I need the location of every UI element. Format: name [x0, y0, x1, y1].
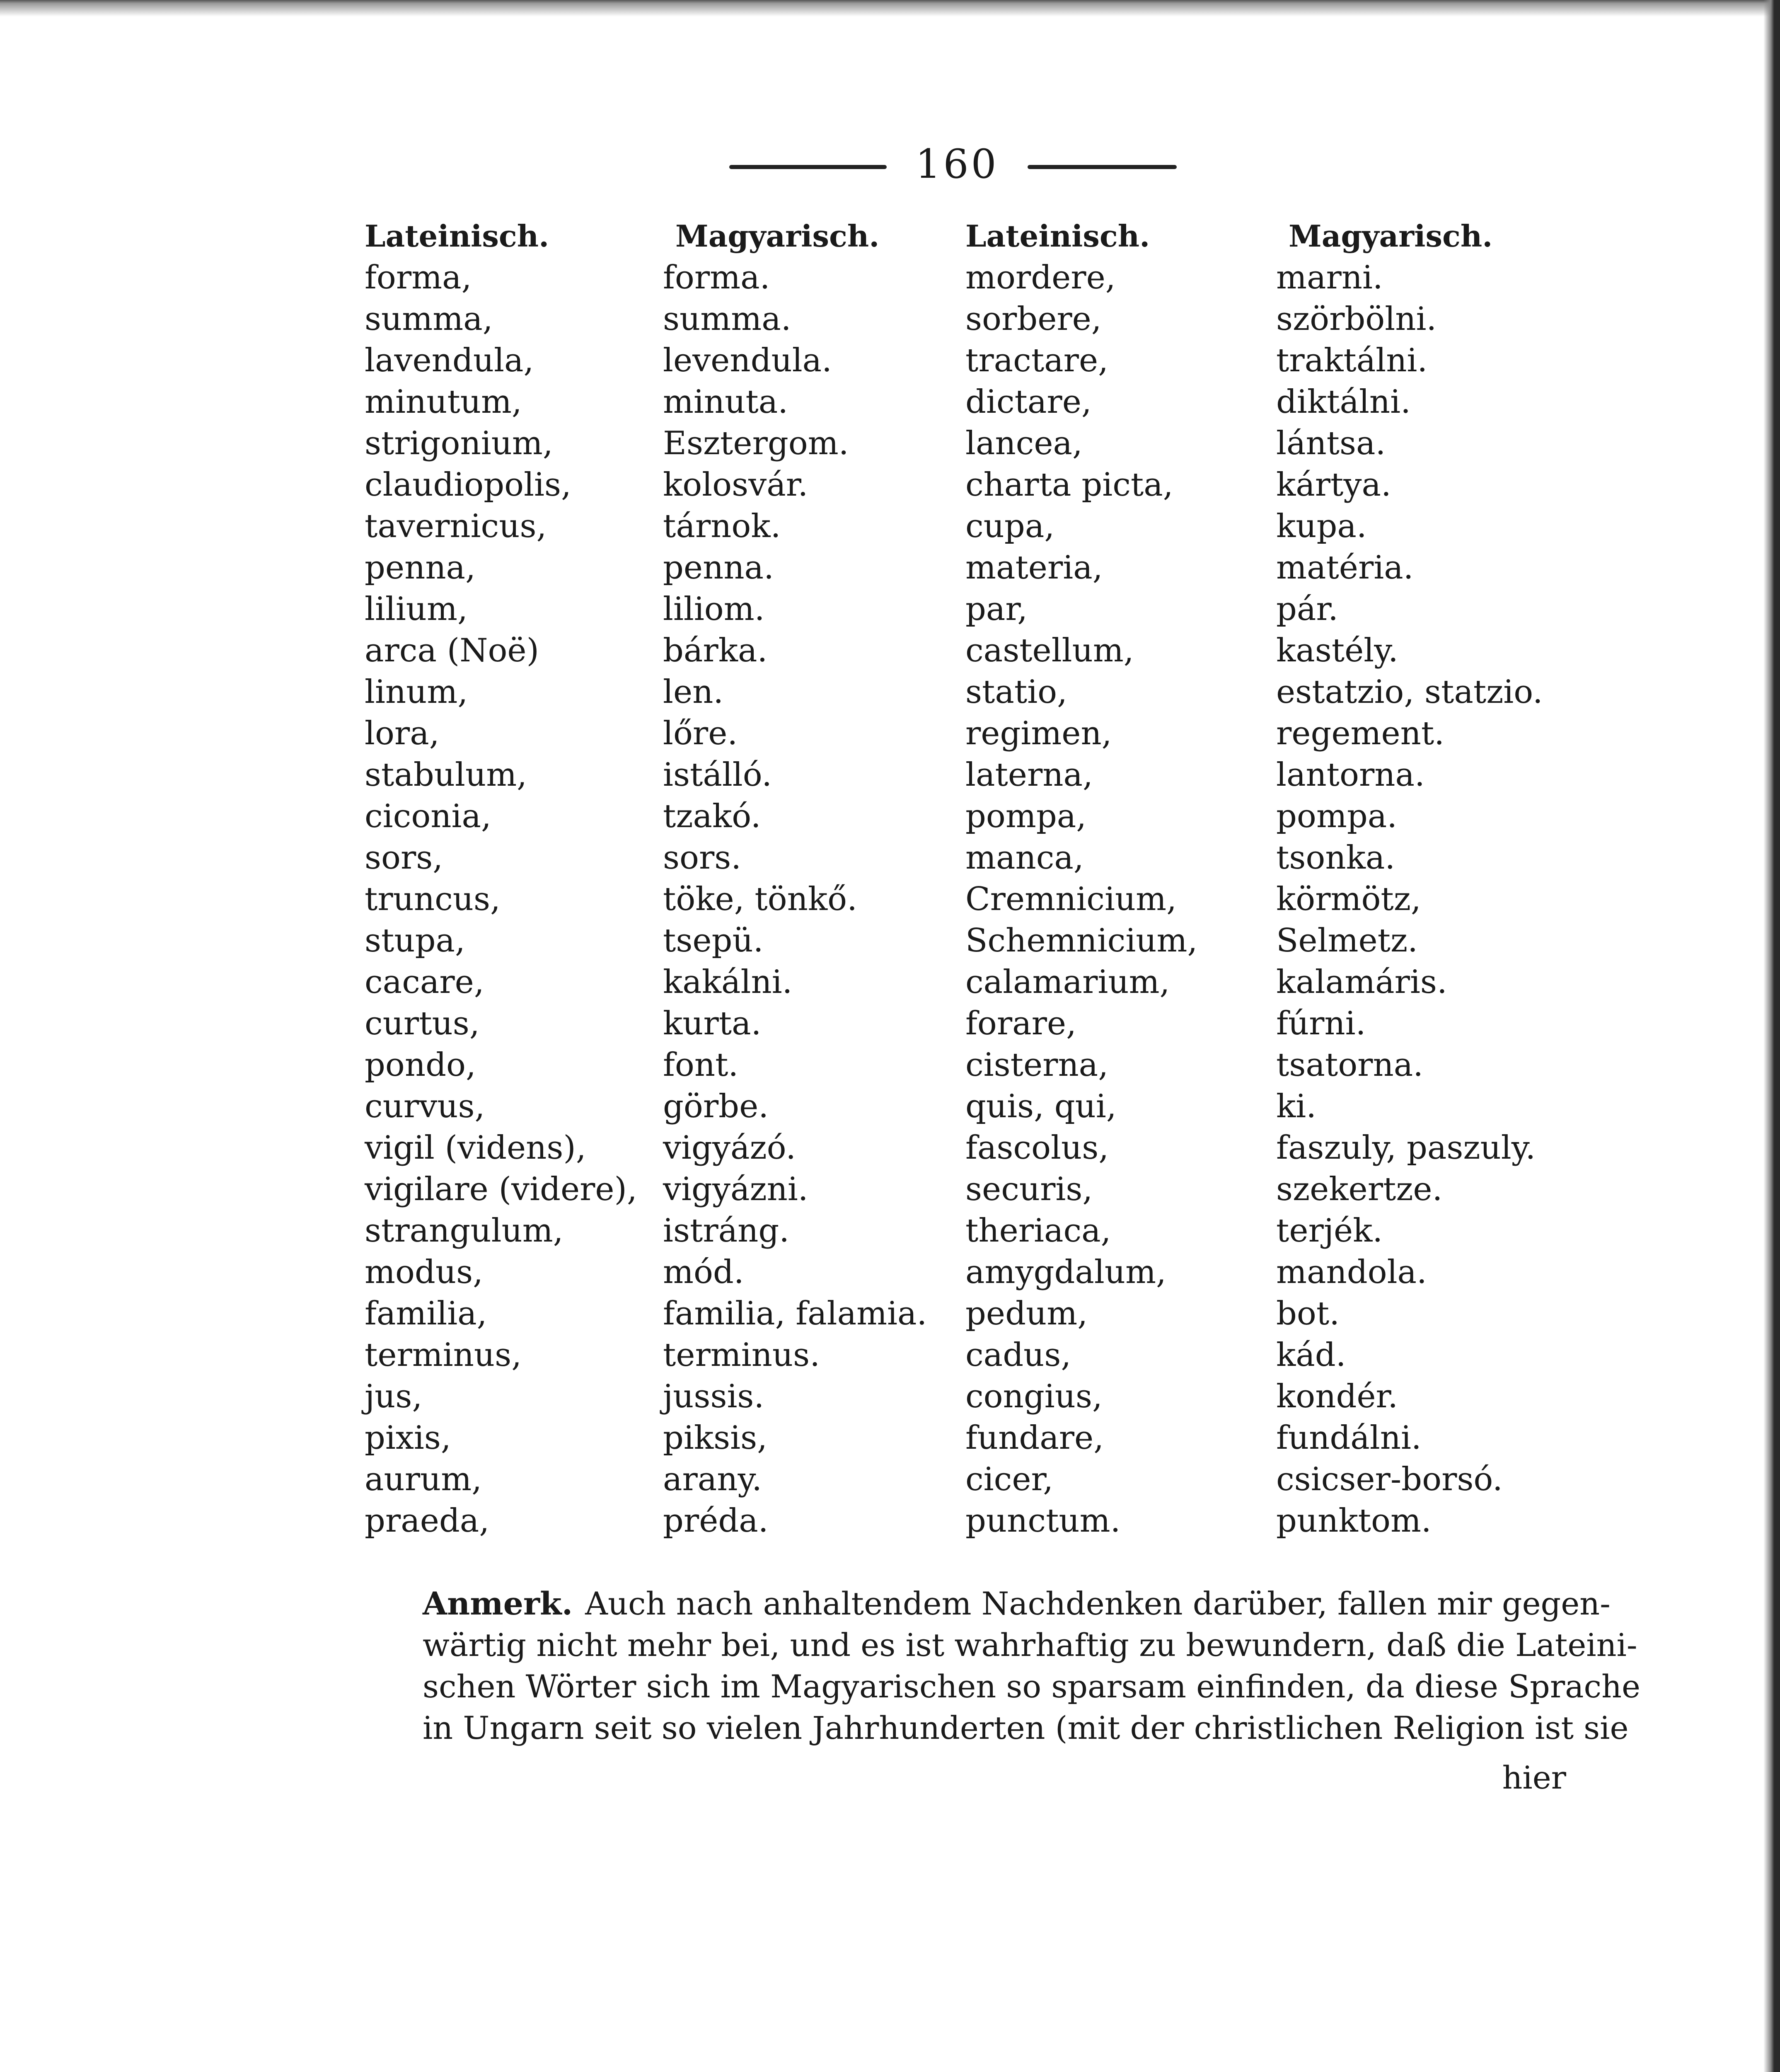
- word-entry: szekertze.: [1276, 1171, 1443, 1208]
- word-entry: arany.: [663, 1461, 762, 1498]
- word-entry: cicer,: [965, 1461, 1053, 1498]
- word-entry: truncus,: [365, 881, 501, 918]
- word-entry: congius,: [965, 1378, 1103, 1415]
- word-entry: strangulum,: [365, 1212, 564, 1249]
- word-entry: materia,: [965, 549, 1103, 586]
- word-entry: amygdalum,: [965, 1254, 1166, 1291]
- word-entry: ki.: [1276, 1088, 1317, 1125]
- word-entry: minutum,: [365, 383, 522, 421]
- note-line: in Ungarn seit so vielen Jahrhunderten (mit der christlichen Religion ist sie: [423, 1709, 1629, 1746]
- word-entry: arca (Noë): [365, 632, 539, 669]
- word-entry: manca,: [965, 839, 1084, 876]
- word-entry: mandola.: [1276, 1254, 1427, 1291]
- column-magyar-1: [663, 215, 961, 1542]
- column-header: Magyarisch.: [1289, 218, 1493, 254]
- word-entry: matéria.: [1276, 549, 1414, 586]
- word-entry: piksis,: [663, 1419, 767, 1457]
- word-entry: familia, falamia.: [663, 1295, 927, 1332]
- scan-edge-top: [0, 0, 1780, 17]
- word-entry: görbe.: [663, 1088, 769, 1125]
- word-entry: pondo,: [365, 1046, 476, 1084]
- word-entry: familia,: [365, 1295, 487, 1332]
- word-entry: charta picta,: [965, 466, 1173, 503]
- word-entry: traktálni.: [1276, 342, 1428, 379]
- word-entry: lavendula,: [365, 342, 534, 379]
- word-entry: mordere,: [965, 259, 1116, 296]
- catchword: hier: [1502, 1759, 1566, 1796]
- word-entry: töke, tönkő.: [663, 881, 857, 918]
- word-entry: tárnok.: [663, 508, 781, 545]
- word-entry: calamarium,: [965, 963, 1170, 1001]
- word-entry: istálló.: [663, 756, 772, 794]
- word-entry: punktom.: [1276, 1502, 1432, 1539]
- word-entry: modus,: [365, 1254, 483, 1291]
- word-entry: Schemnicium,: [965, 922, 1198, 959]
- word-entry: cisterna,: [965, 1046, 1108, 1084]
- word-entry: tzakó.: [663, 798, 761, 835]
- word-entry: font.: [663, 1046, 739, 1084]
- word-entry: tsepü.: [663, 922, 764, 959]
- word-entry: pompa,: [965, 798, 1087, 835]
- word-entry: kupa.: [1276, 508, 1367, 545]
- page-number: 160: [915, 141, 999, 187]
- word-entry: istráng.: [663, 1212, 790, 1249]
- page-header: [729, 141, 1177, 191]
- word-entry: fascolus,: [965, 1129, 1109, 1167]
- header-rule-right: [1028, 165, 1177, 169]
- word-entry: len.: [663, 673, 724, 711]
- column-magyar-2: [1276, 215, 1574, 1542]
- word-entry: claudiopolis,: [365, 466, 571, 503]
- word-entry: curtus,: [365, 1005, 480, 1042]
- word-entry: fundare,: [965, 1419, 1104, 1457]
- word-entry: marni.: [1276, 259, 1383, 296]
- word-entry: par,: [965, 591, 1028, 628]
- word-entry: cadus,: [965, 1336, 1071, 1374]
- annotation-note: [423, 1583, 1640, 1749]
- word-entry: summa.: [663, 300, 791, 338]
- word-entry: vigil (videns),: [365, 1129, 586, 1167]
- word-entry: bot.: [1276, 1295, 1340, 1332]
- word-entry: kártya.: [1276, 466, 1391, 503]
- word-entry: securis,: [965, 1171, 1093, 1208]
- word-entry: préda.: [663, 1502, 769, 1539]
- word-entry: pixis,: [365, 1419, 451, 1457]
- word-entry: tractare,: [965, 342, 1108, 379]
- column-latin-1: [365, 215, 663, 1542]
- word-entry: tsonka.: [1276, 839, 1395, 876]
- note-label: Anmerk.: [423, 1585, 573, 1622]
- word-entry: mód.: [663, 1254, 744, 1291]
- word-entry: laterna,: [965, 756, 1093, 794]
- word-entry: lántsa.: [1276, 425, 1386, 462]
- word-entry: estatzio, statzio.: [1276, 673, 1543, 711]
- word-entry: pár.: [1276, 591, 1338, 628]
- word-entry: kastély.: [1276, 632, 1398, 669]
- word-entry: kondér.: [1276, 1378, 1398, 1415]
- word-entry: stupa,: [365, 922, 465, 959]
- word-entry: terminus,: [365, 1336, 522, 1374]
- word-entry: forma.: [663, 259, 770, 296]
- note-line: [423, 1583, 1611, 1624]
- note-line-text: Auch nach anhaltendem Nachdenken darüber, fallen mir gegen-: [585, 1585, 1611, 1622]
- word-entry: diktálni.: [1276, 383, 1411, 421]
- word-entry: kalamáris.: [1276, 963, 1447, 1001]
- scan-edge-right: [1763, 0, 1780, 2072]
- word-entry: vigyázni.: [663, 1171, 808, 1208]
- word-entry: fundálni.: [1276, 1419, 1422, 1457]
- word-entry: linum,: [365, 673, 468, 711]
- word-entry: körmötz,: [1276, 881, 1421, 918]
- word-entry: csicser-borsó.: [1276, 1461, 1503, 1498]
- word-entry: Selmetz.: [1276, 922, 1418, 959]
- word-entry: theriaca,: [965, 1212, 1111, 1249]
- word-entry: pedum,: [965, 1295, 1088, 1332]
- word-entry: liliom.: [663, 591, 765, 628]
- word-entry: ciconia,: [365, 798, 491, 835]
- word-entry: kolosvár.: [663, 466, 808, 503]
- word-entry: vigyázó.: [663, 1129, 796, 1167]
- word-entry: dictare,: [965, 383, 1092, 421]
- word-entry: szörbölni.: [1276, 300, 1437, 338]
- word-entry: sorbere,: [965, 300, 1102, 338]
- word-entry: sors,: [365, 839, 443, 876]
- word-entry: lőre.: [663, 715, 738, 752]
- word-entry: penna,: [365, 549, 476, 586]
- word-entry: statio,: [965, 673, 1067, 711]
- word-entry: castellum,: [965, 632, 1134, 669]
- column-header: Lateinisch.: [365, 218, 549, 254]
- word-entry: regement.: [1276, 715, 1445, 752]
- word-entry: punctum.: [965, 1502, 1121, 1539]
- word-entry: vigilare (videre),: [365, 1171, 637, 1208]
- word-entry: tsatorna.: [1276, 1046, 1423, 1084]
- word-entry: jus,: [365, 1378, 423, 1415]
- word-entry: regimen,: [965, 715, 1112, 752]
- word-entry: curvus,: [365, 1088, 485, 1125]
- word-entry: stabulum,: [365, 756, 527, 794]
- word-entry: lantorna.: [1276, 756, 1425, 794]
- word-entry: praeda,: [365, 1502, 490, 1539]
- word-entry: levendula.: [663, 342, 832, 379]
- word-entry: sors.: [663, 839, 742, 876]
- header-rule-left: [729, 165, 887, 169]
- word-entry: fúrni.: [1276, 1005, 1366, 1042]
- word-entry: bárka.: [663, 632, 768, 669]
- word-entry: penna.: [663, 549, 774, 586]
- word-entry: terminus.: [663, 1336, 820, 1374]
- word-entry: kakálni.: [663, 963, 793, 1001]
- note-line: wärtig nicht mehr bei, und es ist wahrhaftig zu bewundern, daß die Lateini-: [423, 1627, 1637, 1663]
- word-entry: cupa,: [965, 508, 1055, 545]
- note-line: schen Wörter sich im Magyarischen so sparsam einfinden, da diese Sprache: [423, 1668, 1640, 1705]
- word-entry: tavernicus,: [365, 508, 547, 545]
- word-entry: jussis.: [663, 1378, 764, 1415]
- word-entry: aurum,: [365, 1461, 482, 1498]
- word-entry: summa,: [365, 300, 493, 338]
- word-entry: kád.: [1276, 1336, 1346, 1374]
- column-latin-2: [965, 215, 1264, 1542]
- column-header: Magyarisch.: [675, 218, 880, 254]
- word-entry: kurta.: [663, 1005, 762, 1042]
- word-entry: minuta.: [663, 383, 788, 421]
- word-entry: forare,: [965, 1005, 1076, 1042]
- word-entry: faszuly, paszuly.: [1276, 1129, 1536, 1167]
- word-entry: strigonium,: [365, 425, 553, 462]
- word-entry: quis, qui,: [965, 1088, 1117, 1125]
- word-entry: lilium,: [365, 591, 468, 628]
- word-entry: lancea,: [965, 425, 1083, 462]
- word-entry: cacare,: [365, 963, 484, 1001]
- word-entry: pompa.: [1276, 798, 1398, 835]
- word-entry: forma,: [365, 259, 472, 296]
- word-entry: Esztergom.: [663, 425, 849, 462]
- word-entry: lora,: [365, 715, 440, 752]
- column-header: Lateinisch.: [965, 218, 1150, 254]
- word-entry: Cremnicium,: [965, 881, 1177, 918]
- word-entry: terjék.: [1276, 1212, 1383, 1249]
